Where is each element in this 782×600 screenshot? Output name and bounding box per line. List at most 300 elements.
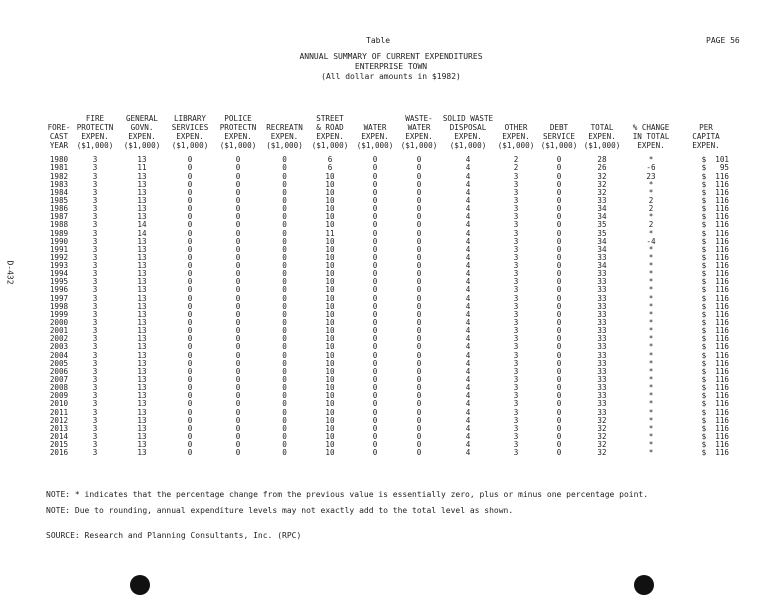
column-header-line: % CHANGE [632,123,670,132]
table-cell: $ 116 [701,350,729,360]
table-cell: 13 [137,440,147,450]
column-header-line: ($1,000) [356,141,394,150]
table-cell: 13 [137,448,147,458]
table-cell: 0 [372,261,378,271]
table-cell: 13 [137,399,147,409]
column-header-line: EXPEN. [637,141,665,150]
table-cell: 0 [282,236,287,246]
table-cell: 32 [597,415,607,425]
table-cell: 10 [325,301,335,311]
table-cell: * [648,212,654,222]
year-cell: 1996 [49,285,69,295]
table-row [46,425,733,433]
table-cell: 0 [556,399,562,409]
column-header-line [72,105,118,114]
table-cell: * [648,187,654,197]
table-cell: * [648,155,654,165]
table-cell: 4 [465,391,471,401]
table-row [46,400,733,408]
table-cell: 14 [137,228,147,238]
table-cell: 13 [137,179,147,189]
table-cell: 10 [325,261,335,271]
table-row [46,197,733,205]
table-cell: 32 [597,179,607,189]
table-cell: 0 [235,375,241,385]
table-cell: 0 [416,326,422,336]
table-cell: $ 116 [701,285,729,295]
table-cell: 0 [556,391,562,401]
table-cell: 3 [92,448,98,458]
table-cell: 10 [325,399,335,409]
column-header [623,105,679,156]
table-cell: 0 [372,252,378,262]
table-cell: 0 [372,187,378,197]
column-header-line: IN TOTAL [632,132,670,141]
table-cell: 35 [597,228,607,238]
table-cell: 13 [137,391,147,401]
table-cell: 0 [235,415,241,425]
table-cell: 0 [282,252,287,262]
table-row [46,213,733,221]
table-cell: 0 [416,318,422,328]
column-header [441,105,495,156]
table-cell: 0 [282,220,287,230]
table-cell: * [648,440,654,450]
table-cell: 0 [556,309,562,319]
table-cell: 33 [597,350,607,360]
table-cell: 13 [137,415,147,425]
table-cell: 10 [325,375,335,385]
table-cell: 10 [325,366,335,376]
table-cell: 3 [92,342,98,352]
table-cell: 0 [556,350,562,360]
table-cell: 33 [597,277,607,287]
table-row [46,262,733,270]
table-row [46,351,733,359]
column-header [118,105,166,156]
table-cell: * [648,358,654,368]
table-cell: * [648,318,654,328]
table-cell: 13 [137,171,147,181]
table-cell: 3 [92,179,98,189]
table-cell: 0 [556,440,562,450]
table-cell: 0 [282,155,287,165]
note-rounding: NOTE: Due to rounding, annual expenditure levels may not exactly add to the total level as shown. [46,506,514,515]
table-cell: 4 [465,171,471,181]
table-cell: 4 [465,285,471,295]
table-row [46,221,733,229]
table-cell: 13 [137,334,147,344]
table-cell: 0 [282,228,287,238]
table-cell: 0 [556,163,562,173]
year-cell: 2016 [49,448,69,458]
table-cell: 0 [372,293,378,303]
table-cell: $ 116 [701,195,729,205]
table-cell: 0 [556,285,562,295]
column-header-line: ($1,000) [497,141,535,150]
column-header-line: ($1,000) [171,141,209,150]
table-cell: 4 [465,448,471,458]
table-cell: 0 [282,415,287,425]
table-cell: 34 [597,204,607,214]
table-cell: 0 [372,399,378,409]
table-cell: 13 [137,342,147,352]
table-cell: 0 [187,334,193,344]
table-cell: 33 [597,383,607,393]
table-cell: 34 [597,244,607,254]
column-header-line: ($1,000) [123,141,161,150]
table-cell: $ 116 [701,301,729,311]
column-header-line: ($1,000) [219,141,257,150]
table-cell: 10 [325,293,335,303]
table-cell: * [648,391,654,401]
table-cell: $ 116 [701,179,729,189]
year-cell: 1989 [49,228,69,238]
table-cell: 0 [235,244,241,254]
table-cell: 10 [325,187,335,197]
table-cell: 0 [235,350,241,360]
table-cell: 3 [513,350,519,360]
year-cell: 1998 [49,301,69,311]
table-cell: 0 [282,179,287,189]
table-cell: $ 116 [701,261,729,271]
table-cell: $ 116 [701,383,729,393]
column-header-line: EXPEN. [128,132,156,141]
table-cell: 0 [187,293,193,303]
table-cell: 10 [325,391,335,401]
table-cell: 10 [325,383,335,393]
table-cell: $ 116 [701,358,729,368]
table-cell: 14 [137,220,147,230]
table-cell: 4 [465,440,471,450]
table-cell: 0 [282,423,287,433]
table-cell: 0 [187,236,193,246]
year-cell: 2004 [49,350,69,360]
table-cell: 3 [513,293,519,303]
column-header-line: SERVICES [171,123,209,132]
column-header [397,105,441,156]
year-cell: 2010 [49,399,69,409]
year-cell: 1987 [49,212,69,222]
table-cell: 0 [187,285,193,295]
table-cell: 0 [556,318,562,328]
table-cell: 0 [556,366,562,376]
table-cell: 0 [282,269,287,279]
table-cell: 0 [235,261,241,271]
table-cell: 0 [187,383,193,393]
table-cell: 0 [556,326,562,336]
table-title [0,52,782,82]
year-cell: 2015 [49,440,69,450]
table-cell: 0 [372,318,378,328]
column-header [46,105,72,156]
column-header-line: EXPEN. [176,132,204,141]
column-header [72,105,118,156]
table-cell: 0 [416,155,422,165]
table-cell: 0 [372,269,378,279]
table-cell: 13 [137,358,147,368]
year-cell: 1983 [49,179,69,189]
column-header-line: EXPEN. [502,132,530,141]
table-cell: 33 [597,309,607,319]
table-cell: 0 [416,220,422,230]
table-cell: $ 116 [701,236,729,246]
column-header-line: CAST [49,132,69,141]
table-cell: 3 [513,318,519,328]
table-cell: 33 [597,252,607,262]
table-cell: 4 [465,244,471,254]
year-cell: 1997 [49,293,69,303]
table-cell: $ 116 [701,375,729,385]
table-cell: 0 [282,432,287,442]
column-header-line [679,105,733,114]
table-cell: 32 [597,171,607,181]
table-cell: 3 [513,326,519,336]
table-cell: 0 [556,244,562,254]
table-cell: 3 [513,179,519,189]
table-cell: 10 [325,440,335,450]
table-cell: 0 [235,285,241,295]
table-cell: 3 [513,358,519,368]
column-header-line [581,114,623,123]
table-cell: 3 [513,415,519,425]
table-cell: 0 [187,432,193,442]
table-cell: 33 [597,399,607,409]
table-cell: 3 [92,204,98,214]
table-cell: 3 [513,366,519,376]
table-cell: 0 [235,293,241,303]
table-cell: 13 [137,187,147,197]
table-cell: 13 [137,269,147,279]
table-cell: 0 [372,415,378,425]
table-cell: 0 [235,423,241,433]
table-cell: 0 [556,383,562,393]
table-cell: 0 [235,220,241,230]
column-header-line: SERVICE [542,132,575,141]
table-cell: 0 [372,334,378,344]
table-cell: 0 [556,179,562,189]
table-cell: 3 [513,448,519,458]
table-cell: 0 [282,350,287,360]
table-cell: $ 116 [701,220,729,230]
table-cell: 0 [372,391,378,401]
table-cell: 10 [325,350,335,360]
table-cell: 3 [513,432,519,442]
table-cell: 33 [597,326,607,336]
table-cell: 0 [556,212,562,222]
column-header [353,105,397,156]
table-cell: 3 [92,155,98,165]
table-cell: * [648,293,654,303]
table-cell: 0 [235,334,241,344]
column-header-line: STREET [316,114,344,123]
table-cell: 0 [282,195,287,205]
table-cell: 0 [235,407,241,417]
table-cell: 33 [597,358,607,368]
table-cell: 11 [137,163,147,173]
year-cell: 1982 [49,171,69,181]
table-cell: 32 [597,187,607,197]
table-cell: 3 [513,309,519,319]
table-cell: 4 [465,155,471,165]
table-cell: 4 [465,252,471,262]
table-cell: 0 [282,358,287,368]
table-row [46,319,733,327]
document-id-mark: D-432 [5,260,15,285]
table-cell: 33 [597,195,607,205]
table-cell: 3 [92,244,98,254]
table-cell: 11 [325,228,335,238]
table-cell: 0 [372,432,378,442]
table-cell: 3 [92,350,98,360]
table-cell: * [648,399,654,409]
table-cell: 32 [597,440,607,450]
table-cell: 4 [465,179,471,189]
table-cell: * [648,244,654,254]
table-cell: 0 [282,212,287,222]
column-header [581,105,623,156]
table-cell: 0 [187,269,193,279]
table-cell: 0 [556,252,562,262]
year-cell: 1995 [49,277,69,287]
column-header [495,105,537,156]
table-cell: 0 [416,342,422,352]
table-cell: 4 [465,407,471,417]
table-cell: 3 [92,440,98,450]
table-cell: 0 [416,358,422,368]
table-cell: * [648,334,654,344]
column-header-line: ($1,000) [311,141,349,150]
table-row [46,392,733,400]
table-cell: 0 [416,228,422,238]
column-header-line [495,105,537,114]
table-cell: 3 [92,334,98,344]
table-cell: 34 [597,212,607,222]
table-row [46,311,733,319]
table-row [46,180,733,188]
table-cell: 13 [137,212,147,222]
table-cell: 0 [235,358,241,368]
column-header-line: ($1,000) [76,141,114,150]
table-cell: 3 [513,212,519,222]
table-row [46,303,733,311]
table-cell: 0 [556,407,562,417]
table-cell: 0 [556,171,562,181]
table-cell: 32 [597,423,607,433]
table-cell: 3 [92,252,98,262]
table-cell: * [648,228,654,238]
table-cell: 0 [416,391,422,401]
table-row [46,270,733,278]
table-cell: $ 116 [701,309,729,319]
table-cell: 0 [235,309,241,319]
table-cell: 3 [92,228,98,238]
table-cell: * [648,375,654,385]
table-cell: 10 [325,244,335,254]
table-cell: * [648,432,654,442]
table-cell: 3 [513,334,519,344]
column-header-line: EXPEN. [81,132,109,141]
table-cell: 0 [235,277,241,287]
table-cell: 0 [235,228,241,238]
table-cell: 0 [187,423,193,433]
table-cell: 0 [282,261,287,271]
column-header-line: POLICE [224,114,252,123]
table-cell: 33 [597,318,607,328]
table-cell: 0 [187,407,193,417]
column-header-line [166,105,214,114]
column-header-line: PROTECTN [76,123,114,132]
table-cell: 0 [187,212,193,222]
expenditure-table [46,105,733,457]
table-cell: 0 [235,269,241,279]
column-header [214,105,262,156]
table-cell: 13 [137,366,147,376]
table-cell: 33 [597,375,607,385]
column-header [166,105,214,156]
table-cell: 32 [597,448,607,458]
year-cell: 1984 [49,187,69,197]
table-cell: $ 116 [701,423,729,433]
table-cell: 4 [465,236,471,246]
table-cell: 0 [187,326,193,336]
table-cell: 3 [513,269,519,279]
table-cell: 0 [235,391,241,401]
table-cell: 0 [187,350,193,360]
table-row [46,294,733,302]
table-cell: 33 [597,293,607,303]
table-row [46,384,733,392]
table-cell: 0 [372,326,378,336]
column-header-line [495,114,537,123]
column-header [537,105,581,156]
table-row [46,343,733,351]
column-header-line: FIRE [85,114,105,123]
table-cell: 3 [513,236,519,246]
table-cell: 0 [556,220,562,230]
table-cell: 13 [137,326,147,336]
table-cell: 0 [235,326,241,336]
table-cell: 0 [187,277,193,287]
column-header-line: EXPEN. [692,141,720,150]
table-cell: 10 [325,277,335,287]
table-cell: 3 [513,375,519,385]
table-cell: 3 [513,407,519,417]
table-cell: 0 [235,212,241,222]
year-cell: 2002 [49,334,69,344]
table-cell: $ 116 [701,171,729,181]
table-cell: 0 [556,261,562,271]
column-header-line [581,105,623,114]
table-cell: 3 [513,301,519,311]
page-label: Table [366,36,391,45]
year-cell: 2009 [49,391,69,401]
table-cell: 3 [92,432,98,442]
column-header-line: LIBRARY [173,114,206,123]
table-cell: 13 [137,155,147,165]
column-header-line [679,114,733,123]
table-cell: 0 [187,187,193,197]
year-cell: 2008 [49,383,69,393]
table-cell: 0 [556,301,562,311]
table-cell: 2 [513,163,519,173]
table-cell: 0 [282,366,287,376]
table-cell: 4 [465,228,471,238]
table-cell: * [648,277,654,287]
table-cell: 0 [416,407,422,417]
table-cell: 3 [92,187,98,197]
table-cell: 0 [372,285,378,295]
